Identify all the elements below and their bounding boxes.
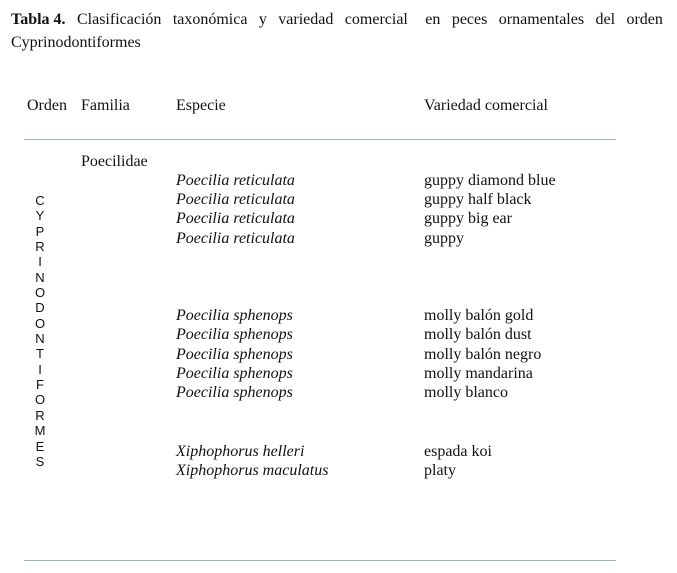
header-familia: Familia [81,97,130,114]
order-letter: O [34,315,46,331]
order-letter: I [38,361,42,377]
variety-cell: guppy diamond blue [424,172,556,189]
table-row [0,462,677,482]
header-rule [24,139,616,140]
species-cell: Poecilia reticulata [176,230,295,247]
species-cell: Poecilia sphenops [176,384,293,401]
order-letter: R [35,407,45,423]
order-vertical-label [33,193,47,469]
caption-word: variedad [278,11,334,28]
order-letter: O [34,392,46,408]
species-cell: Poecilia reticulata [176,210,295,227]
variety-cell: molly balón negro [424,346,542,363]
table-row [0,326,677,346]
order-letter: C [35,193,45,208]
caption-line-1 [11,8,663,31]
table-row [0,443,677,463]
variety-cell: guppy half black [424,191,532,208]
order-letter: T [36,346,44,362]
caption-word: comercial [344,11,408,28]
species-cell: Poecilia reticulata [176,172,295,189]
species-cell: Poecilia sphenops [176,346,293,363]
variety-cell: guppy [424,230,464,247]
table-row [0,384,677,404]
variety-cell: molly mandarina [424,365,533,382]
caption-label: Tabla 4. [11,11,66,28]
caption-word: y [258,11,267,28]
caption-word: en [425,11,441,28]
order-letter: P [35,223,45,239]
order-letter: Y [35,208,45,224]
order-letter: N [35,269,45,285]
variety-cell: platy [424,462,456,479]
species-cell: Poecilia sphenops [176,326,293,343]
order-letter: E [35,438,45,454]
caption-word: Clasificación [76,11,162,28]
species-cell: Xiphophorus maculatus [176,462,329,479]
table-row [0,365,677,385]
table-row [0,346,677,366]
header-variedad: Variedad comercial [424,97,548,114]
caption-word: ornamentales [498,11,585,28]
order-letter: D [35,300,45,316]
order-letter: M [34,423,46,439]
order-letter: I [38,254,42,270]
table-row [0,210,677,230]
family-name: Poecilidae [81,153,148,170]
species-cell: Poecilia sphenops [176,365,293,382]
caption-word: taxonómica [172,11,248,28]
caption-line-2: Cyprinodontiformes [11,34,141,51]
table-caption [11,8,663,54]
table-row [0,172,677,192]
variety-cell: molly blanco [424,384,508,401]
bottom-rule [24,560,616,561]
order-letter: N [35,331,45,347]
species-cell: Xiphophorus helleri [176,443,305,460]
caption-word: peces [451,11,488,28]
order-letter: S [35,453,45,469]
species-cell: Poecilia reticulata [176,191,295,208]
table-row [0,307,677,327]
order-letter: R [35,239,45,255]
species-cell: Poecilia sphenops [176,307,293,324]
variety-cell: espada koi [424,443,492,460]
table-row [0,230,677,250]
caption-word: orden [626,11,663,28]
variety-cell: molly balón gold [424,307,534,324]
table-row [0,191,677,211]
caption-word: del [595,11,616,28]
order-letter: O [34,285,46,301]
variety-cell: molly balón dust [424,326,532,343]
header-especie: Especie [176,97,226,114]
header-orden: Orden [27,97,67,114]
variety-cell: guppy big ear [424,210,512,227]
order-letter: F [36,377,44,393]
